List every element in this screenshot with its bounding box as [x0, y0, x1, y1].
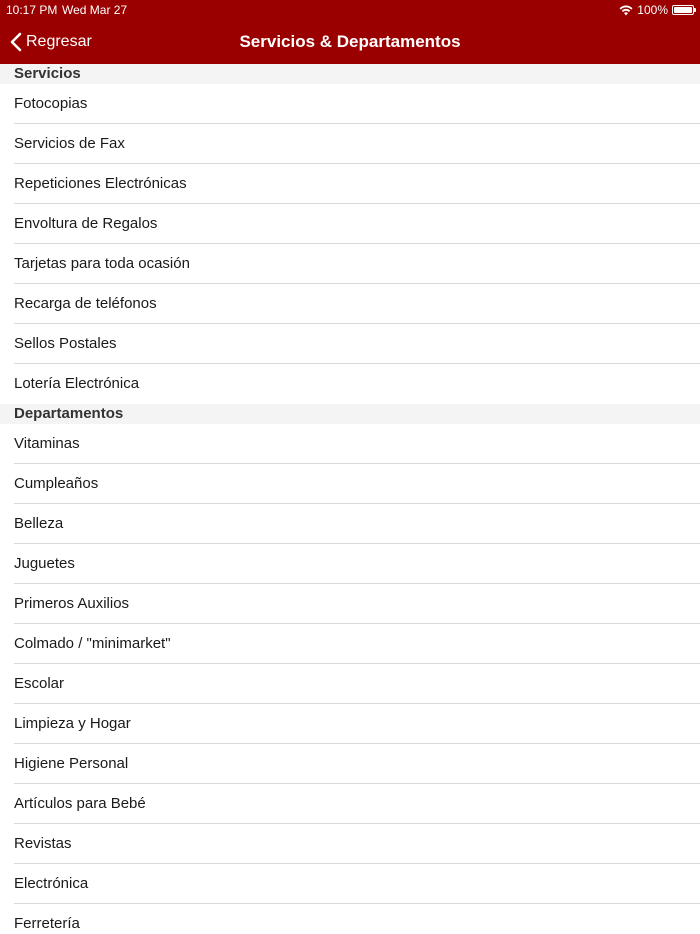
- list-item[interactable]: Recarga de teléfonos: [0, 284, 700, 324]
- list-item[interactable]: Repeticiones Electrónicas: [0, 164, 700, 204]
- page-title: Servicios & Departamentos: [239, 32, 461, 51]
- list-item[interactable]: Higiene Personal: [0, 744, 700, 784]
- list-item[interactable]: Tarjetas para toda ocasión: [0, 244, 700, 284]
- nav-bar: [0, 20, 700, 64]
- list-container[interactable]: [0, 64, 700, 934]
- list-item[interactable]: Escolar: [0, 664, 700, 704]
- wifi-icon: [619, 5, 633, 16]
- list-item[interactable]: Primeros Auxilios: [0, 584, 700, 624]
- list-item[interactable]: Electrónica: [0, 864, 700, 904]
- list-item[interactable]: Lotería Electrónica: [14, 375, 140, 392]
- list-item[interactable]: Vitaminas: [0, 424, 700, 464]
- list-item[interactable]: Belleza: [0, 504, 700, 544]
- list-item[interactable]: Ferretería: [14, 915, 80, 932]
- list-item[interactable]: Cumpleaños: [0, 464, 700, 504]
- back-label: Regresar: [26, 33, 92, 50]
- list-item[interactable]: Limpieza y Hogar: [0, 704, 700, 744]
- status-bar: [0, 0, 700, 20]
- list-item[interactable]: Servicios de Fax: [0, 124, 700, 164]
- sections-root: [0, 64, 700, 934]
- status-date: Wed Mar 27: [62, 3, 128, 17]
- list-item[interactable]: Artículos para Bebé: [0, 784, 700, 824]
- section-header: Departamentos: [0, 404, 700, 424]
- section-header: Servicios: [0, 64, 700, 84]
- list-item[interactable]: Sellos Postales: [0, 324, 700, 364]
- status-right: [619, 0, 694, 20]
- chevron-left-icon: [10, 32, 22, 52]
- list-item[interactable]: Fotocopias: [0, 84, 700, 124]
- status-time: 10:17 PM: [6, 3, 58, 17]
- list-item[interactable]: Envoltura de Regalos: [0, 204, 700, 244]
- list-item[interactable]: Juguetes: [0, 544, 700, 584]
- list-item[interactable]: Revistas: [0, 824, 700, 864]
- list-item[interactable]: Colmado / "minimarket": [0, 624, 700, 664]
- back-button[interactable]: [10, 20, 92, 64]
- battery-percent: 100%: [637, 3, 668, 17]
- header: [0, 0, 700, 64]
- battery-icon: [672, 5, 694, 15]
